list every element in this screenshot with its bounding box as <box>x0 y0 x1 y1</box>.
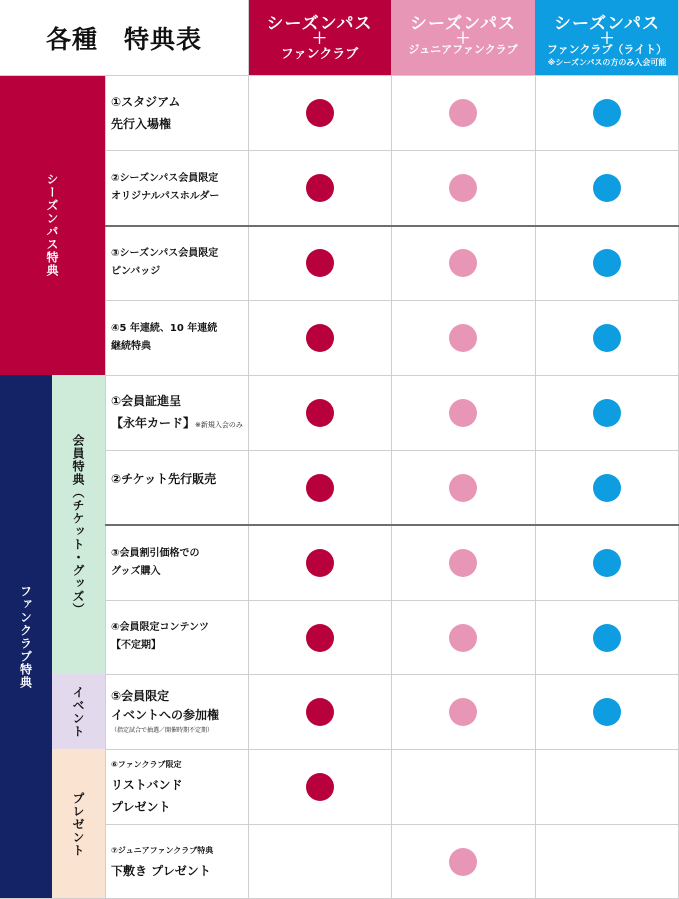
benefit-mark-dot <box>593 549 621 577</box>
benefit-mark-dot <box>593 474 621 502</box>
row-label-note: ※新規入会のみ <box>195 420 243 429</box>
grid-line <box>105 75 106 899</box>
column-header-2 <box>391 0 535 75</box>
benefit-mark-dot <box>306 474 334 502</box>
row-label-line1: ⑦ジュニアファンクラブ特典 <box>111 845 214 855</box>
row-label-line1: ④会員限定コンテンツ <box>111 622 209 633</box>
section-member-benefits <box>52 375 105 674</box>
benefit-mark-dot <box>306 99 334 127</box>
row-label <box>105 674 248 749</box>
section-event-label: イベント <box>71 685 85 738</box>
row-label-line2: 【永年カード】 <box>111 415 196 430</box>
row-label-line1: ②チケット先行販売 <box>111 472 217 486</box>
row-label-line2: 【不定期】 <box>111 640 161 651</box>
row-label-line1: ①スタジアム <box>111 94 181 109</box>
grid-line <box>105 375 679 376</box>
benefit-mark-dot <box>306 624 334 652</box>
grid-line <box>105 225 679 227</box>
row-label-line2: 先行入場権 <box>111 116 172 131</box>
row-label-line2: 下敷き プレゼント <box>111 863 211 878</box>
grid-line <box>105 749 679 750</box>
row-label-line1: ⑤会員限定 <box>111 688 170 703</box>
row-label-line1: ③シーズンパス会員限定 <box>111 247 219 259</box>
row-label-line2: オリジナルパスホルダー <box>111 190 220 202</box>
section-season-pass-label: シーズンパス特典 <box>45 173 59 277</box>
benefit-mark-dot <box>593 698 621 726</box>
benefit-mark-dot <box>449 698 477 726</box>
section-fanclub-label: ファンクラブ特典 <box>18 585 33 689</box>
column-header-plus: ＋ <box>599 29 615 47</box>
column-header-line1: シーズンパス <box>266 14 373 34</box>
column-header-note: ※シーズンパスの方のみ入会可能 <box>547 58 667 67</box>
benefit-mark-dot <box>449 624 477 652</box>
row-label <box>105 225 248 300</box>
row-label-line3: プレゼント <box>111 799 171 814</box>
benefit-mark-dot <box>593 249 621 277</box>
column-header-line3: ファンクラブ（ライト） <box>546 43 668 56</box>
grid-line <box>105 300 679 301</box>
benefit-mark-dot <box>593 624 621 652</box>
column-header-plus: ＋ <box>311 29 327 47</box>
benefit-mark-dot <box>306 549 334 577</box>
row-label-note: （指定試合で抽選／開催時期不定期） <box>111 726 214 734</box>
grid-line <box>105 150 679 151</box>
benefit-mark-dot <box>449 474 477 502</box>
column-header-line3: ジュニアファンクラブ <box>408 43 518 56</box>
column-header-line3: ファンクラブ <box>280 47 359 62</box>
row-label-line2: イベントへの参加権 <box>111 707 220 722</box>
column-header-plus: ＋ <box>455 29 471 47</box>
benefit-mark-dot <box>449 99 477 127</box>
benefit-mark-dot <box>449 249 477 277</box>
section-present-label: プレゼント <box>71 791 85 857</box>
page-title: 各種 特典表 <box>45 24 202 54</box>
row-label-line2: ピンバッジ <box>111 265 161 277</box>
row-label-line2: 継続特典 <box>111 340 151 352</box>
row-label <box>105 450 248 525</box>
row-label-line1: ⑥ファンクラブ限定 <box>111 759 182 769</box>
benefit-mark-dot <box>449 848 477 876</box>
row-label <box>105 150 248 225</box>
benefit-mark-dot <box>306 773 334 801</box>
row-label <box>105 824 248 899</box>
row-label <box>105 300 248 375</box>
section-fanclub <box>0 375 52 899</box>
column-header-line1: シーズンパス <box>554 14 660 34</box>
row-label <box>105 600 248 674</box>
grid-line <box>391 75 392 899</box>
row-label-line1: ①会員証進呈 <box>111 393 182 408</box>
row-label-line1: ③会員割引価格での <box>111 547 200 559</box>
grid-line <box>0 75 679 76</box>
benefit-mark-dot <box>306 698 334 726</box>
row-label <box>105 375 248 450</box>
section-member-benefits-label: 会員特典（チケット・グッズ） <box>71 433 85 616</box>
benefit-mark-dot <box>593 324 621 352</box>
row-label-line2: グッズ購入 <box>111 565 161 577</box>
benefit-mark-dot <box>306 174 334 202</box>
grid-line <box>105 674 679 675</box>
column-header-3 <box>535 0 679 75</box>
grid-line <box>105 824 679 825</box>
grid-line <box>535 75 536 899</box>
benefit-mark-dot <box>306 324 334 352</box>
row-label-line1: ④5 年連続、10 年連続 <box>111 322 218 334</box>
benefit-mark-dot <box>449 549 477 577</box>
section-season-pass <box>0 75 105 375</box>
row-label <box>105 749 248 824</box>
grid-line <box>105 450 679 451</box>
benefit-mark-dot <box>593 399 621 427</box>
column-header-line1: シーズンパス <box>410 14 516 34</box>
column-header-1 <box>248 0 391 75</box>
section-present <box>52 749 105 899</box>
benefit-mark-dot <box>449 324 477 352</box>
row-label <box>105 525 248 600</box>
benefit-mark-dot <box>593 174 621 202</box>
row-label-line2: リストバンド <box>111 777 183 792</box>
grid-line <box>105 600 679 601</box>
benefit-mark-dot <box>593 99 621 127</box>
grid-line <box>105 524 679 526</box>
benefit-mark-dot <box>449 399 477 427</box>
benefit-mark-dot <box>306 399 334 427</box>
benefit-mark-dot <box>306 249 334 277</box>
row-label <box>105 75 248 150</box>
row-label-line1: ②シーズンパス会員限定 <box>111 172 219 184</box>
section-event <box>52 674 105 749</box>
benefit-mark-dot <box>449 174 477 202</box>
